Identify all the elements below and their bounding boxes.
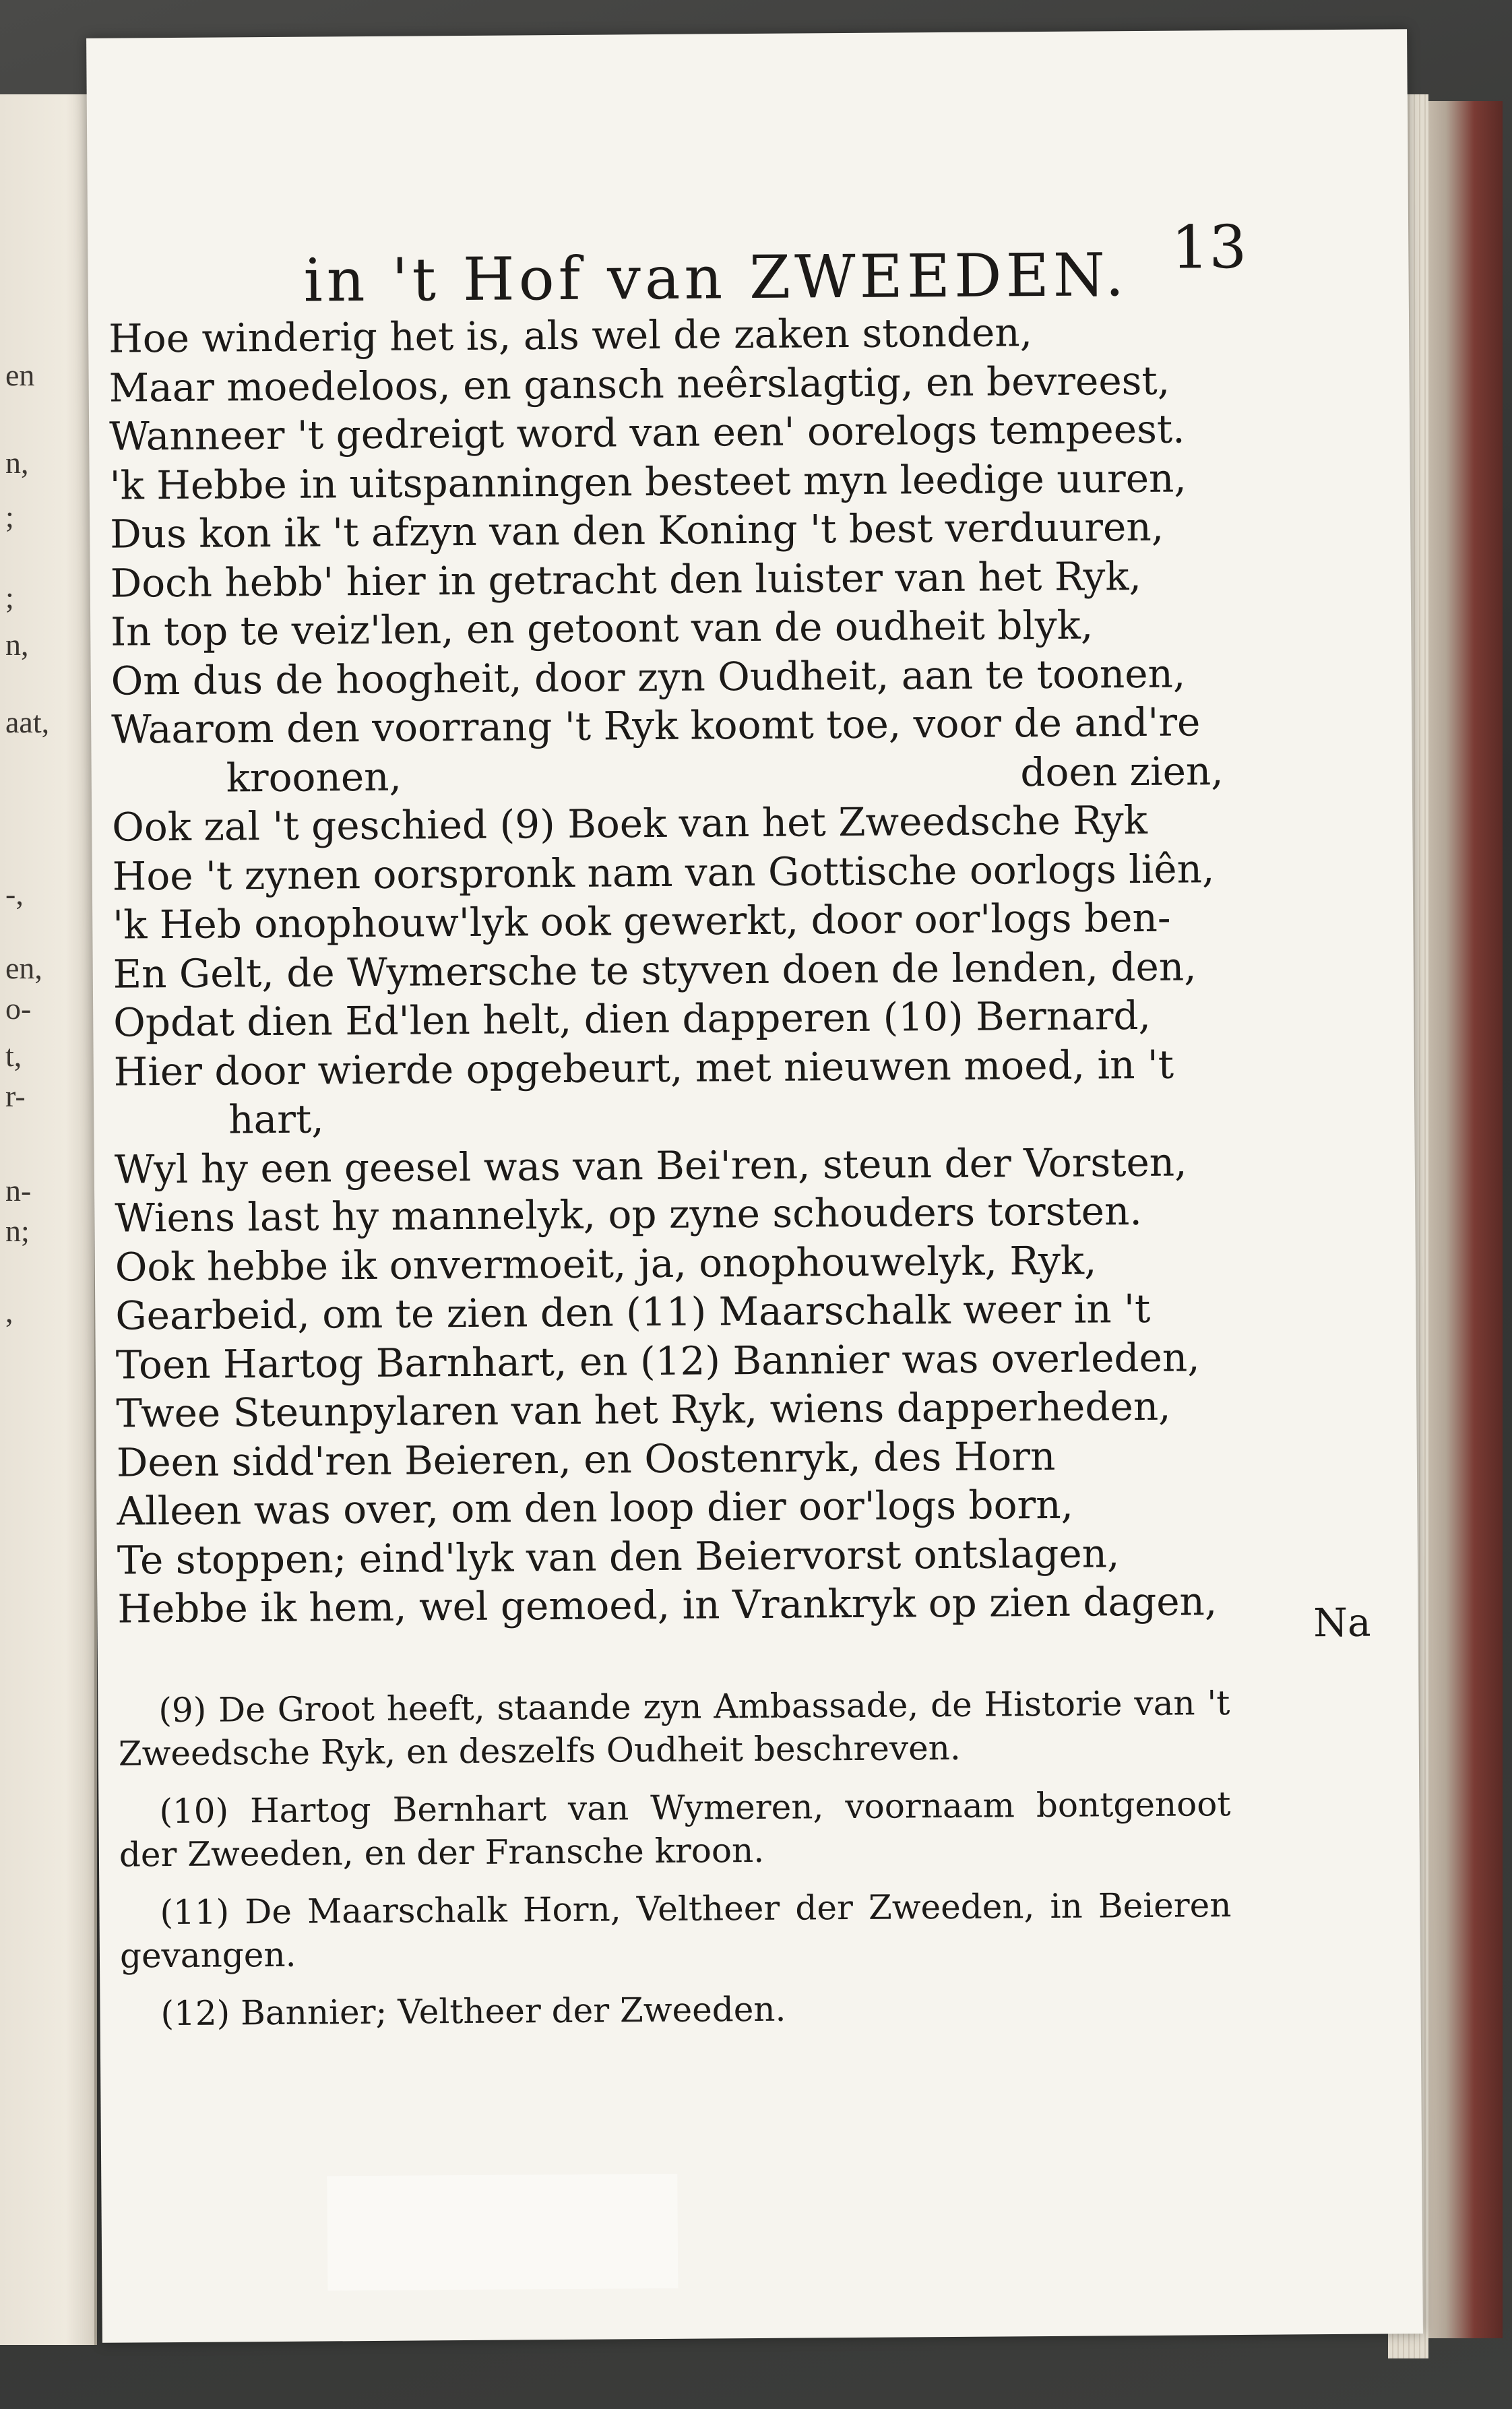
verse-line-text: Hoe 't zynen oorspronk nam van Gottische oorlogs liên,	[112, 845, 1215, 900]
verse-line	[117, 1431, 1228, 1487]
verse-line-text: hart,	[228, 1096, 324, 1143]
verse-line	[116, 1381, 1228, 1438]
verse-line-text: kroonen,	[226, 753, 402, 801]
left-page-fragment: t,	[5, 1038, 22, 1073]
verse-body	[108, 307, 1230, 1633]
verse-line-text: Ook hebbe ik onvermoeit, ja, onophouwelyk, Ryk,	[115, 1237, 1097, 1290]
left-page-fragment: ,	[5, 1294, 13, 1329]
catchword: Na	[1313, 1599, 1371, 1646]
running-title: in 't Hof van ZWEEDEN.	[303, 240, 1129, 315]
verse-line	[113, 893, 1224, 949]
verse-line-text: 'k Heb onophouw'lyk ook gewerkt, door oor'logs ben-	[113, 894, 1171, 948]
verse-line	[116, 1333, 1228, 1389]
verse-line	[115, 1137, 1226, 1194]
verse-line	[115, 1284, 1227, 1340]
verse-line	[108, 307, 1220, 363]
left-page-fragment: ;	[5, 580, 14, 615]
left-page-fragment: aat,	[5, 705, 50, 739]
footnotes	[118, 1681, 1232, 2051]
verse-line-right-text: doen zien,	[1020, 747, 1224, 795]
verse-line-text: Deen sidd'ren Beieren, en Oostenryk, des Horn	[116, 1433, 1056, 1486]
left-page-fragment: n;	[5, 1214, 30, 1248]
verse-line	[111, 600, 1222, 656]
verse-line-text: Waarom den voorrang 't Ryk koomt toe, voor de and're	[111, 699, 1201, 753]
verse-line-text: Om dus de hoogheit, door zyn Oudheit, aan te toonen,	[111, 650, 1186, 704]
verse-line-text: Ook zal 't geschied (9) Boek van het Zweedsche Ryk	[112, 796, 1148, 850]
verse-line	[117, 1479, 1228, 1536]
paper-stain	[327, 2174, 678, 2291]
verse-line	[117, 1528, 1229, 1585]
verse-line-text: Doch hebb' hier in getracht den luister van het Ryk,	[110, 553, 1142, 606]
verse-line	[111, 649, 1222, 706]
verse-line-text: Hebbe ik hem, wel gemoed, in Vrankryk op zien dagen,	[117, 1578, 1218, 1632]
verse-line	[113, 844, 1224, 901]
verse-line-text: Wiens last hy mannelyk, op zyne schouders torsten.	[115, 1187, 1142, 1241]
verse-line-text: En Gelt, de Wymersche te styven doen de lenden, den,	[113, 943, 1197, 997]
left-page	[0, 94, 97, 2345]
verse-line-text: Hier door wierde opgebeurt, met nieuwen moed, in 't	[113, 1041, 1174, 1095]
left-page-fragment: o-	[5, 991, 32, 1026]
footnote: (10) Hartog Bernhart van Wymeren, voornaam bontgenoot der Zweeden, en der Fransche kroon.	[119, 1784, 1231, 1875]
left-page-fragment: n,	[5, 627, 29, 662]
verse-line	[109, 453, 1221, 510]
verse-line	[113, 991, 1225, 1047]
verse-line	[110, 502, 1222, 559]
verse-line-text: Dus kon ik 't afzyn van den Koning 't best verduuren,	[109, 503, 1164, 557]
footnote: (9) De Groot heeft, staande zyn Ambassade, de Historie van 't Zweedsche Ryk, en deszelfs Oudheit beschreven.	[118, 1683, 1230, 1774]
left-page-fragment: -,	[5, 877, 24, 911]
left-page-fragment: r-	[5, 1079, 26, 1113]
verse-line	[117, 1577, 1229, 1633]
verse-line-text: Te stoppen; eind'lyk van den Beiervorst ontslagen,	[117, 1530, 1120, 1584]
verse-line-text: In top te veiz'len, en getoont van de oudheit blyk,	[110, 602, 1094, 655]
left-page-fragment: ;	[5, 499, 14, 534]
verse-line	[110, 551, 1222, 608]
book-page	[86, 29, 1423, 2343]
verse-line-text: Opdat dien Ed'len helt, dien dapperen (10) Bernard,	[113, 992, 1152, 1046]
footnote: (11) De Maarschalk Horn, Veltheer der Zweeden, in Beieren gevangen.	[119, 1885, 1232, 1976]
verse-line	[115, 1235, 1227, 1292]
page-header	[222, 212, 1247, 321]
verse-line-text: 'k Hebbe in uitspanningen besteet myn leedige uuren,	[109, 455, 1187, 509]
verse-line-text: Twee Steunpylaren van het Ryk, wiens dapperheden,	[116, 1383, 1171, 1437]
verse-line	[112, 795, 1224, 852]
verse-line	[113, 942, 1225, 999]
verse-line	[108, 356, 1220, 412]
page-number: 13	[1170, 212, 1247, 282]
verse-line	[114, 1088, 1226, 1145]
verse-line	[111, 697, 1223, 754]
verse-line-text: Maar moedeloos, en gansch neêrslagtig, en bevreest,	[108, 357, 1170, 411]
verse-line	[114, 1040, 1226, 1096]
verse-line-text: Alleen was over, om den loop dier oor'logs born,	[117, 1481, 1074, 1534]
left-page-fragment: n,	[5, 445, 29, 480]
footnote: (12) Bannier; Veltheer der Zweeden.	[160, 1989, 786, 2034]
left-page-fragment: n-	[5, 1173, 32, 1208]
verse-line-text: Toen Hartog Barnhart, en (12) Bannier was overleden,	[115, 1334, 1200, 1388]
verse-line	[109, 404, 1221, 461]
verse-line-text: Gearbeid, om te zien den (11) Maarschalk weer in 't	[115, 1285, 1151, 1339]
verse-line	[112, 747, 1224, 803]
left-page-fragment: en,	[5, 951, 42, 985]
left-page-fragment: en	[5, 358, 35, 392]
verse-line-text: Hoe winderig het is, als wel de zaken stonden,	[108, 309, 1033, 362]
verse-line	[115, 1186, 1226, 1243]
verse-line-text: Wyl hy een geesel was van Bei'ren, steun der Vorsten,	[114, 1139, 1187, 1193]
verse-line-text: Wanneer 't gedreigt word van een' oorelogs tempeest.	[108, 406, 1185, 460]
